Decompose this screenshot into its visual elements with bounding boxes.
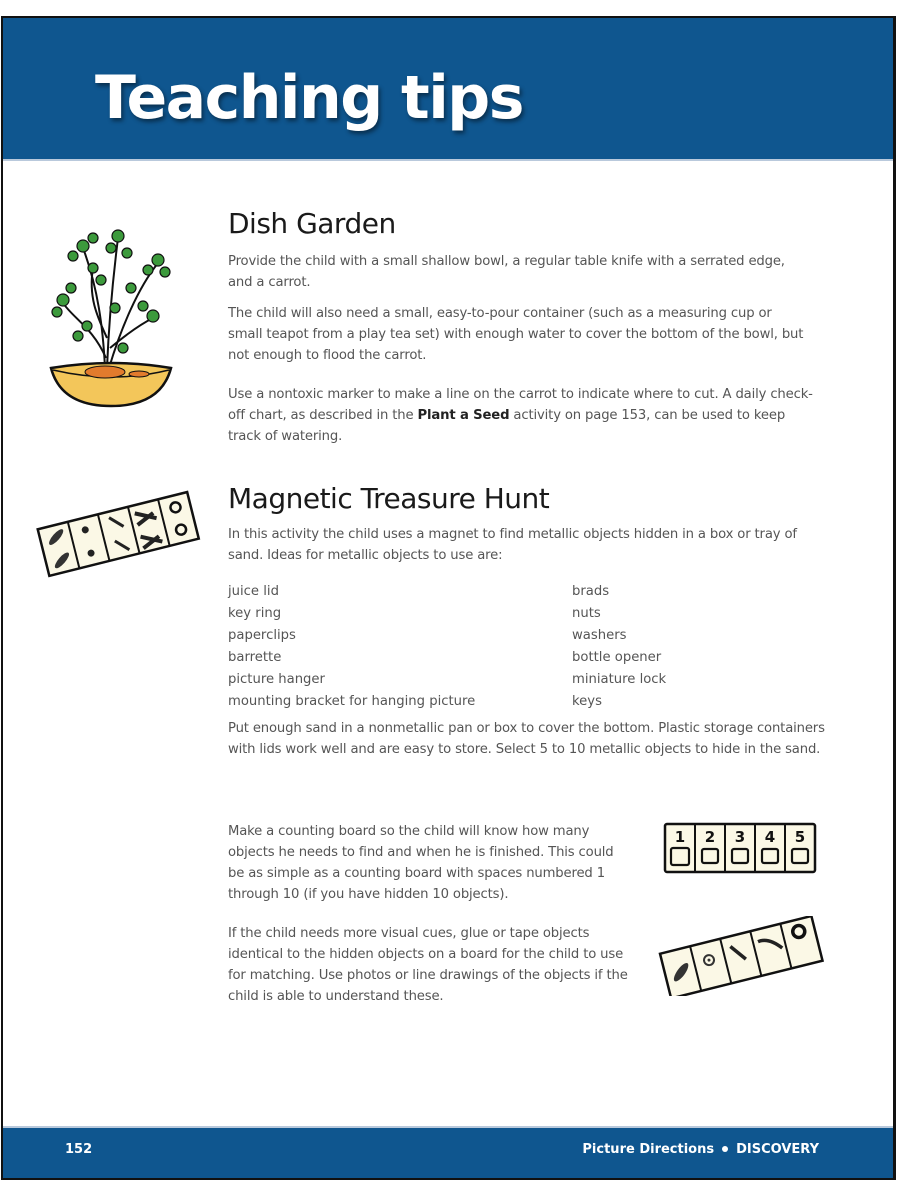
counting-number: 1 bbox=[674, 828, 686, 846]
list-item: miniature lock bbox=[572, 672, 667, 687]
list-item: juice lid bbox=[228, 584, 279, 599]
page-title: Teaching tips bbox=[95, 63, 523, 133]
object-matching-strip-illustration bbox=[33, 488, 203, 578]
paragraph: Make a counting board so the child will know how many objects he needs to find and when he is finished. This could be as simple as a counting board with spaces numbered 1 through 10 (if you have hidden 10 objects). bbox=[228, 824, 614, 902]
metallic-objects-list bbox=[228, 581, 828, 713]
paragraph: If the child needs more visual cues, glue or tape objects identical to the hidden objects on a board for the child to use for matching. Use photos or line drawings of the objects if the child is able to understand these. bbox=[228, 926, 628, 1004]
paragraph bbox=[228, 384, 818, 447]
carrot-plant-bowl-illustration bbox=[43, 208, 183, 408]
counting-number: 4 bbox=[764, 828, 776, 846]
book-title: Picture Directions bbox=[582, 1142, 715, 1157]
list-row bbox=[228, 625, 828, 647]
list-item: brads bbox=[572, 584, 610, 599]
list-row bbox=[228, 691, 828, 713]
running-footer bbox=[582, 1142, 819, 1157]
list-item: bottle opener bbox=[572, 650, 662, 665]
counting-number: 3 bbox=[734, 828, 746, 846]
counting-number: 5 bbox=[794, 828, 806, 846]
list-item: mounting bracket for hanging picture bbox=[228, 694, 476, 709]
list-item: barrette bbox=[228, 650, 282, 665]
list-row bbox=[228, 647, 828, 669]
counting-board-illustration bbox=[661, 818, 821, 878]
list-item: paperclips bbox=[228, 628, 296, 643]
paragraph: Put enough sand in a nonmetallic pan or box to cover the bottom. Plastic storage containers with lids work well and are easy to store. Select 5 to 10 metallic objects to hide in the sand. bbox=[228, 721, 825, 757]
list-item: keys bbox=[572, 694, 602, 709]
page-footer bbox=[3, 1126, 893, 1178]
list-row bbox=[228, 581, 828, 603]
list-item: washers bbox=[572, 628, 627, 643]
paragraph: Provide the child with a small shallow bowl, a regular table knife with a serrated edge, and a carrot. bbox=[228, 254, 785, 290]
list-item: picture hanger bbox=[228, 672, 325, 687]
page-number: 152 bbox=[65, 1142, 93, 1157]
bullet-separator bbox=[722, 1146, 728, 1152]
section-title-magnetic-treasure-hunt: Magnetic Treasure Hunt bbox=[228, 482, 550, 515]
list-item: key ring bbox=[228, 606, 282, 621]
chapter-title: DISCOVERY bbox=[736, 1142, 819, 1157]
list-item: nuts bbox=[572, 606, 601, 621]
paragraph-text: Use a nontoxic marker to make a line on the carrot to indicate where to cut. A daily check-off chart, as described in the bbox=[228, 387, 813, 423]
paragraph-text: activity on page 153, can be used to keep track of watering. bbox=[228, 408, 786, 444]
page-header bbox=[3, 18, 893, 161]
list-row bbox=[228, 603, 828, 625]
counting-number: 2 bbox=[704, 828, 716, 846]
section-title-dish-garden: Dish Garden bbox=[228, 207, 396, 240]
activity-reference: Plant a Seed bbox=[417, 408, 510, 423]
list-row bbox=[228, 669, 828, 691]
page bbox=[1, 16, 896, 1180]
matching-board-illustration bbox=[657, 916, 827, 996]
paragraph: In this activity the child uses a magnet to find metallic objects hidden in a box or tray of sand. Ideas for metallic objects to use are: bbox=[228, 527, 797, 563]
paragraph: The child will also need a small, easy-to-pour container (such as a measuring cup or small teapot from a play tea set) with enough water to cover the bottom of the bowl, but not enough to flood the carrot. bbox=[228, 306, 804, 363]
